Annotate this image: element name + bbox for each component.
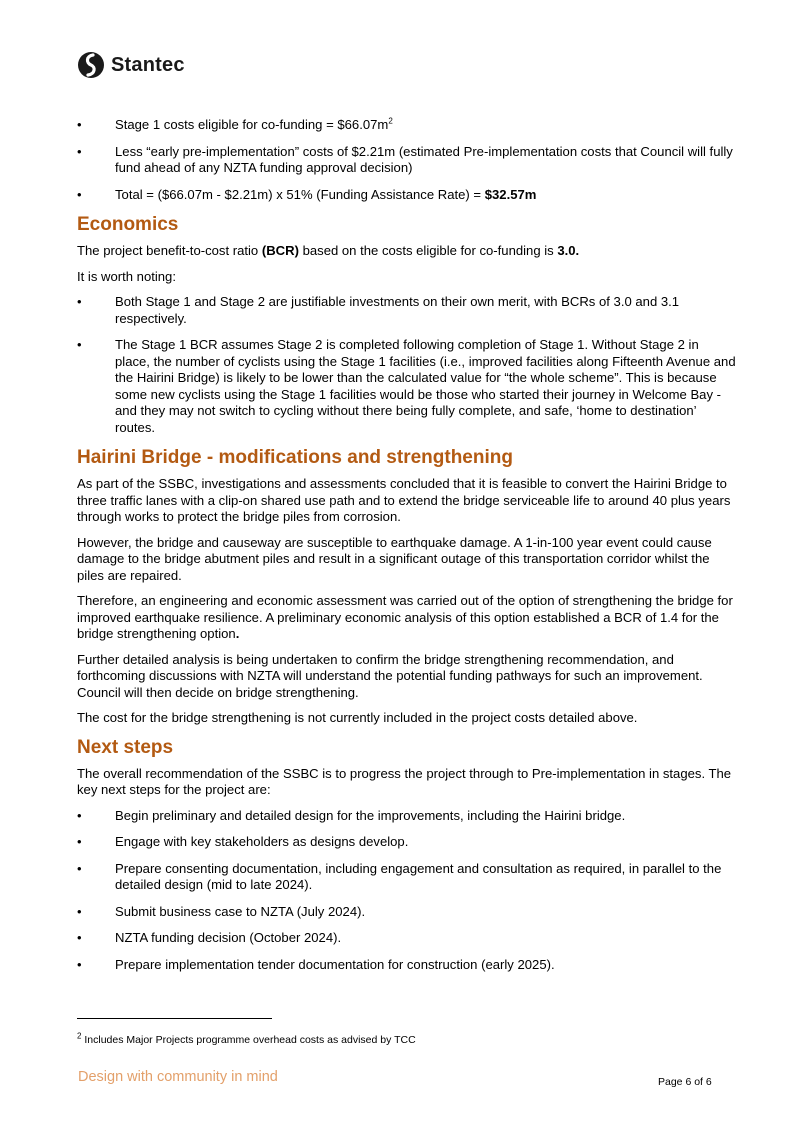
list-item: • Less “early pre-implementation” costs of $2.21m (estimated Pre-implementation costs that Council will fully fund ahead of any NZTA funding approval decision) <box>77 144 737 177</box>
list-item: • Stage 1 costs eligible for co-funding = $\$66.07m^2$ <box>77 117 737 134</box>
hairini-paragraph-1: As part of the SSBC, investigations and assessments concluded that it is feasible to convert the Hairini Bridge to three traffic lanes with a clip-on shared use path and to extend the bridge serviceable life to around 40 plus years through works to protect the bridge piles from corrosion. <box>77 476 731 524</box>
page-number: Page 6 of 6 <box>658 1076 712 1088</box>
list-item: • Engage with key stakeholders as designs develop. <box>77 834 737 851</box>
footnote-divider <box>77 1018 272 1019</box>
footer-tagline: Design with community in mind <box>78 1069 278 1085</box>
next-steps-intro: The overall recommendation of the SSBC is to progress the project through to Pre-implementation in stages. The key next steps for the project are: <box>77 765 732 797</box>
economics-noting-text: It is worth noting: <box>77 268 176 284</box>
footnote: $^2$ Includes Major Projects programme overhead costs as advised by TCC <box>77 1031 416 1046</box>
list-item: • Submit business case to NZTA (July 2024). <box>77 904 737 921</box>
hairini-paragraph-3: Therefore, an engineering and economic assessment was carried out of the option of strengthening the bridge for improved earthquake resilience. A preliminary economic analysis of this option established a BCR of 1.4 for the bridge strengthening option. <box>77 593 733 641</box>
list-item: • Prepare implementation tender documentation for construction (early 2025). <box>77 957 737 974</box>
page-content <box>77 117 737 983</box>
logo-text: Stantec <box>111 53 185 76</box>
hairini-heading: Hairini Bridge - modifications and strengthening <box>77 447 513 468</box>
economics-bcr-text: The project benefit-to-cost ratio (BCR) based on the costs eligible for co-funding is 3.0. <box>77 243 580 258</box>
economics-bullets <box>77 294 737 436</box>
hairini-paragraph-2: However, the bridge and causeway are susceptible to earthquake damage. A 1-in-100 year event could cause damage to the bridge abutment piles and result in a significant outage of this transportation corridor whilst the piles are repaired. <box>77 534 712 583</box>
hairini-paragraph-5: The cost for the bridge strengthening is not currently included in the project costs detailed above. <box>77 710 638 725</box>
list-item: • Prepare consenting documentation, including engagement and consultation as required, in parallel to the detailed design (mid to late 2024). <box>77 861 737 894</box>
economics-heading: Economics <box>77 214 179 235</box>
list-item: • Total = ($66.07m - $2.21m) x 51% (Funding Assistance Rate) = $32.57m <box>77 187 737 204</box>
list-item: • NZTA funding decision (October 2024). <box>77 930 737 947</box>
stantec-swirl-icon <box>77 50 105 80</box>
next-steps-heading: Next steps <box>77 736 174 758</box>
list-item: • Both Stage 1 and Stage 2 are justifiable investments on their own merit, with BCRs of 3.0 and 3.1 respectively. <box>77 294 737 327</box>
next-steps-bullets <box>77 808 737 974</box>
stantec-logo <box>77 50 185 80</box>
hairini-paragraph-4: Further detailed analysis is being undertaken to confirm the bridge strengthening recommendation, and forthcoming discussions with NZTA will understand the potential funding pathways for such an improvement. Council will then decide on bridge strengthening. <box>77 651 703 700</box>
cost-bullets <box>77 117 737 203</box>
list-item: • The Stage 1 BCR assumes Stage 2 is completed following completion of Stage 1. Without Stage 2 in place, the number of cyclists using the Stage 1 facilities (i.e., improved facilities along Fifteenth Avenue and the Hairini Bridge) is likely to be lower than the calculated value for “the whole scheme”. This is because some new cyclists using the Stage 1 facilities would be those who started their journey in Welcome Bay - and they may not switch to cycling without there being fully complete, and safe, ‘home to destination’ routes. <box>77 337 737 436</box>
list-item: • Begin preliminary and detailed design for the improvements, including the Hairini bridge. <box>77 808 737 825</box>
